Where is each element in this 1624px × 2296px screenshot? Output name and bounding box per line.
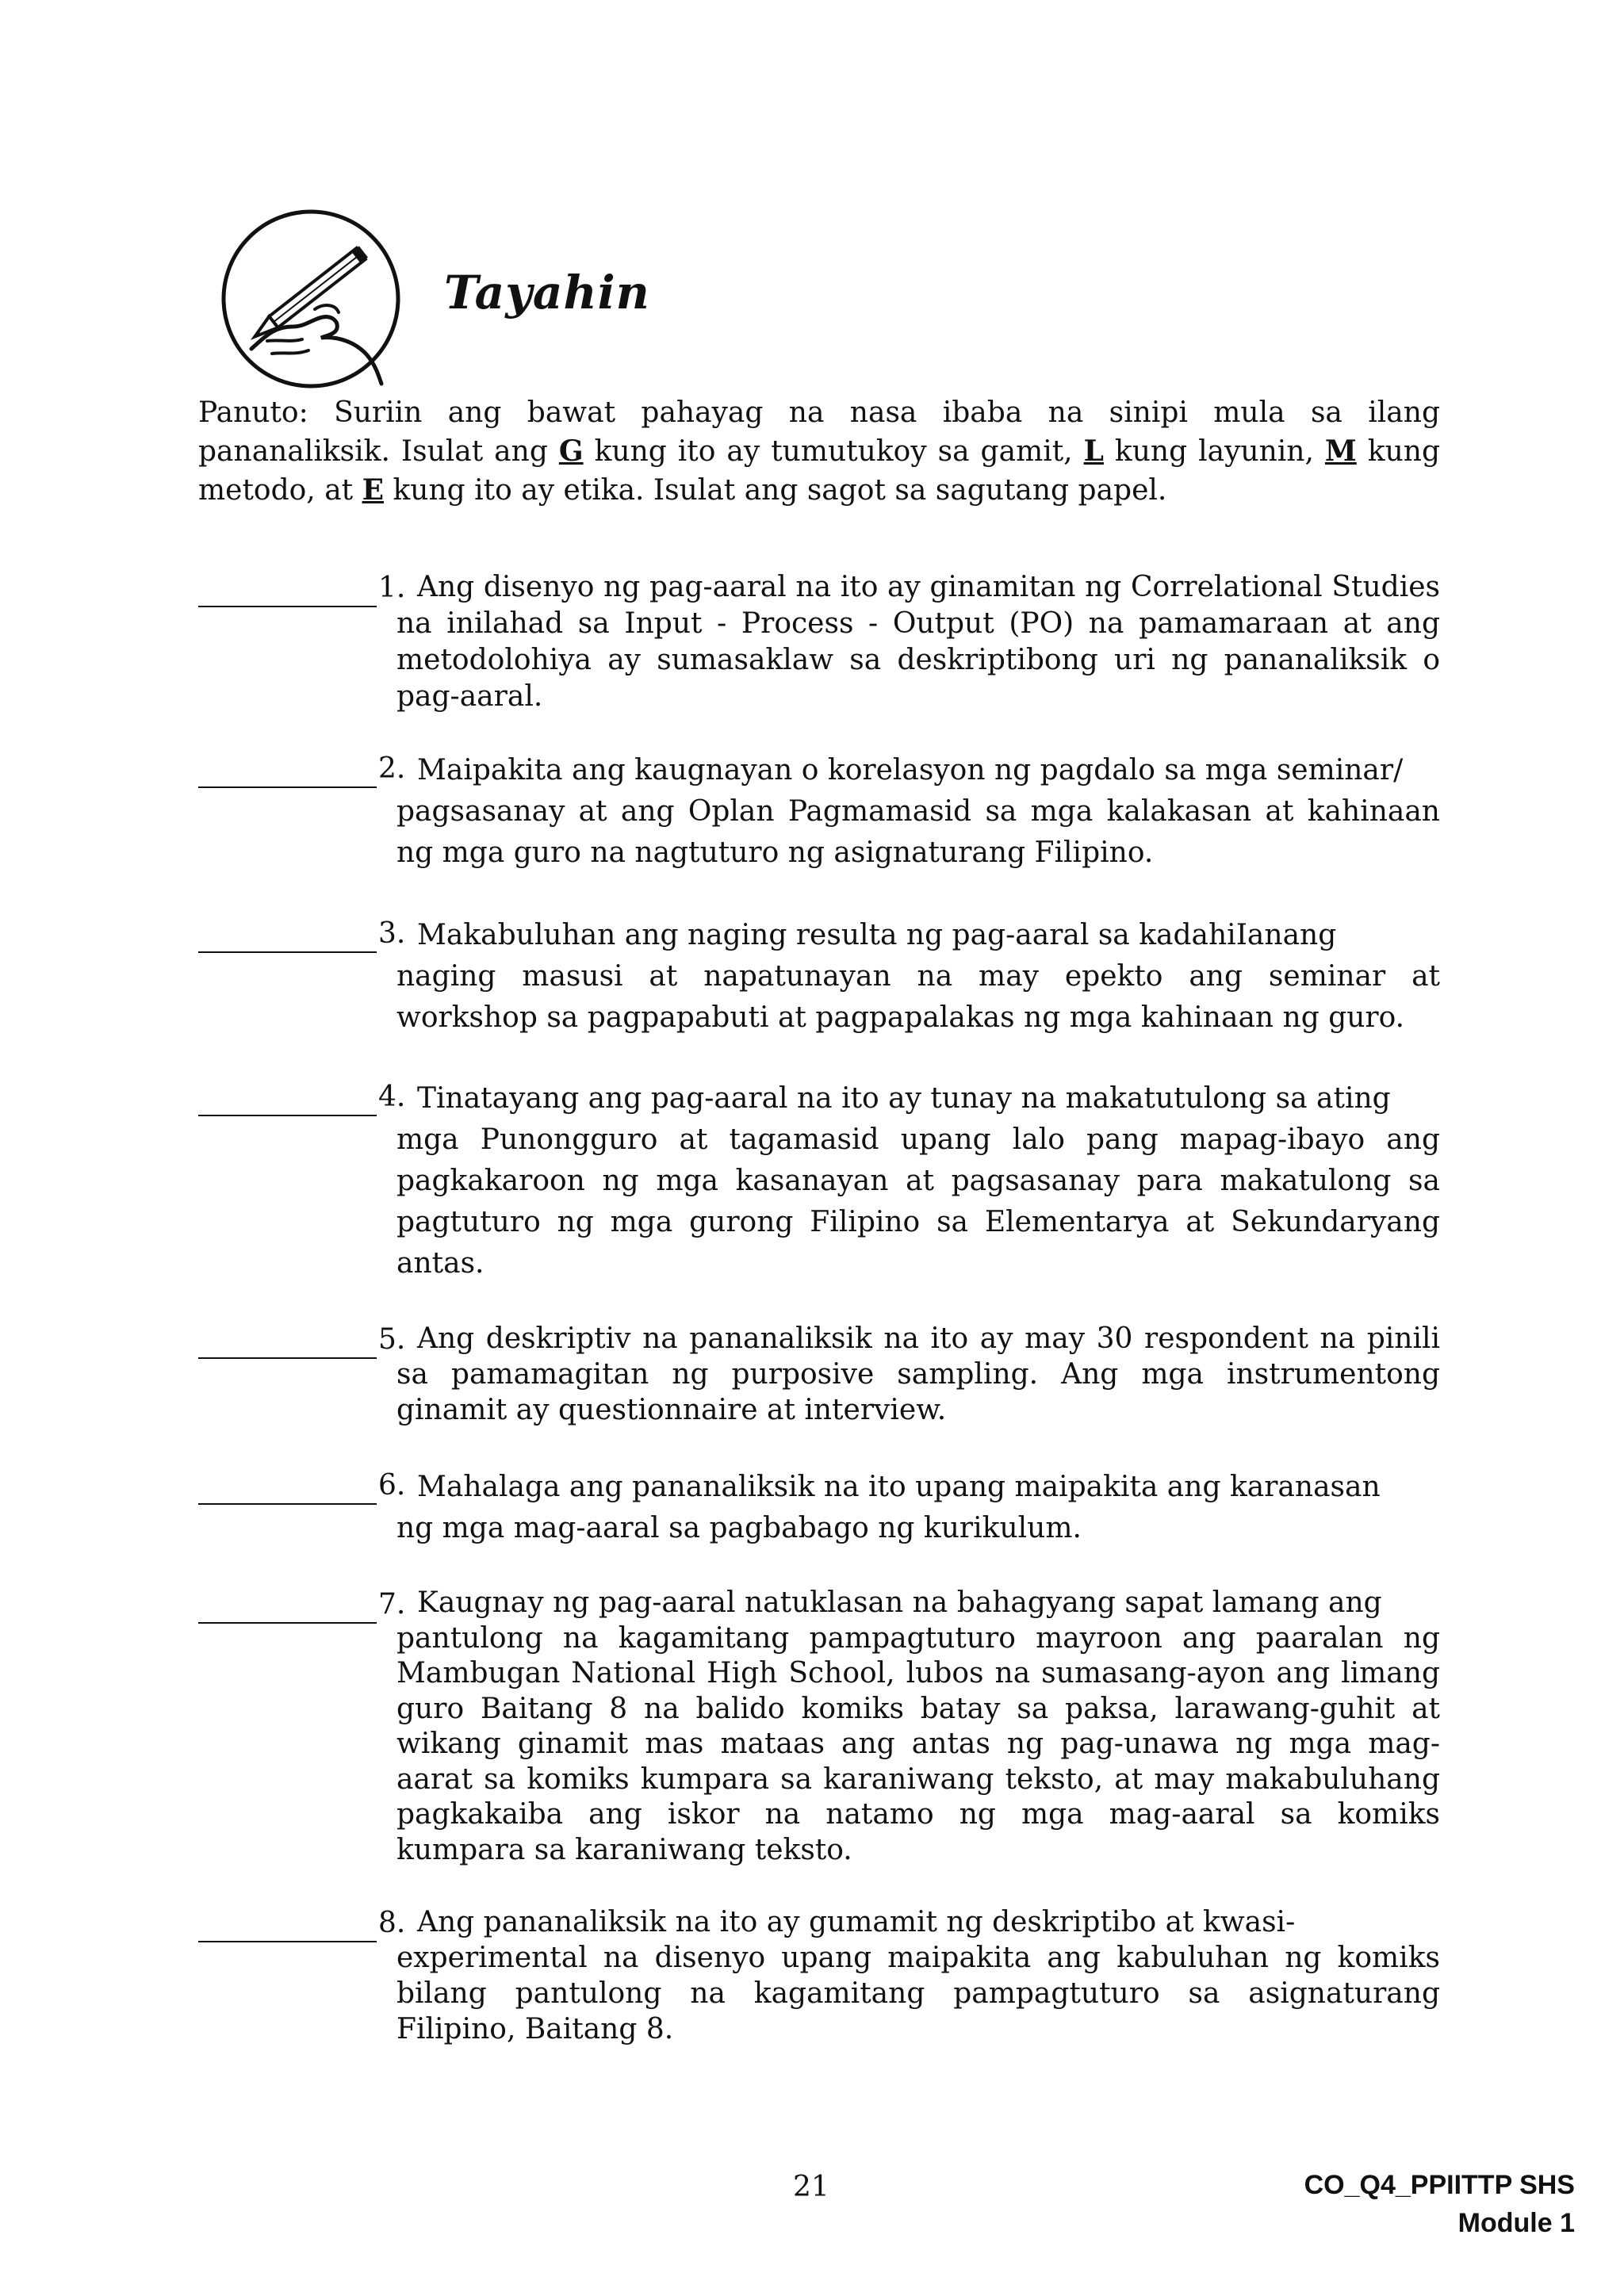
hand-writing-pencil-icon bbox=[220, 208, 402, 390]
answer-blank[interactable] bbox=[198, 750, 377, 788]
question-item-8 bbox=[198, 1904, 1440, 2047]
item-line: guro Baitang 8 na balido komiks batay sa paksa, larawang-guhit at bbox=[396, 1692, 1440, 1725]
item-number: 1. bbox=[378, 572, 406, 604]
item-line: sa pamamagitan ng purposive sampling. Ang mga instrumentong bbox=[396, 1358, 1440, 1391]
item-number: 3. bbox=[378, 917, 406, 950]
page-number: 21 bbox=[793, 2171, 829, 2203]
item-line: experimental na disenyo upang maipakita ang kabuluhan ng komiks bbox=[396, 1942, 1440, 1974]
item-line: Ang disenyo ng pag-aaral na ito ay ginamitan ng Correlational Studies bbox=[417, 571, 1440, 603]
question-item-5 bbox=[198, 1321, 1440, 1428]
item-line: Kaugnay ng pag-aaral natuklasan na bahagyang sapat lamang ang bbox=[417, 1586, 1382, 1619]
item-line: workshop sa pagpapabuti at pagpapalakas ng mga kahinaan ng guro. bbox=[396, 1001, 1405, 1034]
answer-blank[interactable] bbox=[198, 1586, 377, 1624]
item-line: naging masusi at napatunayan na may epekto ang seminar at bbox=[396, 960, 1440, 993]
item-line: pag-aaral. bbox=[396, 680, 543, 713]
answer-blank[interactable] bbox=[198, 569, 377, 607]
code-e: E bbox=[362, 473, 385, 507]
item-line: ng mga mag-aaral sa pagbabago ng kurikulum. bbox=[396, 1512, 1082, 1544]
question-item-1 bbox=[198, 569, 1440, 715]
answer-blank[interactable] bbox=[198, 915, 377, 953]
code-l: L bbox=[1083, 434, 1104, 468]
question-item-4 bbox=[198, 1078, 1440, 1284]
item-line: Makabuluhan ang naging resulta ng pag-aaral sa kadahiIanang bbox=[417, 919, 1337, 951]
question-item-7 bbox=[198, 1586, 1440, 1868]
module-code bbox=[1304, 2166, 1575, 2242]
item-number: 4. bbox=[378, 1081, 406, 1113]
item-line: metodolohiya ay sumasaklaw sa deskriptibong uri ng pananaliksik o bbox=[396, 644, 1440, 676]
answer-blank[interactable] bbox=[198, 1467, 377, 1505]
instructions-text: kung metodo, at bbox=[198, 435, 1440, 507]
item-line: pagsasanay at ang Oplan Pagmamasid sa mga kalakasan at kahinaan bbox=[396, 795, 1440, 828]
item-line: ginamit ay questionnaire at interview. bbox=[396, 1394, 947, 1426]
item-line: Tinatayang ang pag-aaral na ito ay tunay na makatutulong sa ating bbox=[417, 1082, 1391, 1115]
item-line: mga Punongguro at tagamasid upang lalo pang mapag-ibayo ang bbox=[396, 1123, 1440, 1156]
item-line: aarat sa komiks kumpara sa karaniwang teksto, at may makabuluhang bbox=[396, 1762, 1440, 1796]
item-line: na inilahad sa Input - Process - Output (PO) na pamamaraan at ang bbox=[396, 607, 1440, 640]
module-code-line: Module 1 bbox=[1457, 2208, 1575, 2238]
item-line: antas. bbox=[396, 1247, 485, 1280]
item-line: pantulong na kagamitang pampagtuturo mayroon ang paaralan ng bbox=[396, 1621, 1440, 1655]
item-line: Maipakita ang kaugnayan o korelasyon ng pagdalo sa mga seminar/ bbox=[417, 754, 1404, 786]
item-line: Mambugan National High School, lubos na sumasang-ayon ang limang bbox=[396, 1657, 1440, 1689]
item-line: ng mga guro na nagtuturo ng asignaturang Filipino. bbox=[396, 836, 1154, 869]
instructions bbox=[198, 394, 1440, 510]
item-line: pagkakaroon ng mga kasanayan at pagsasanay para makatulong sa bbox=[396, 1165, 1440, 1197]
item-line: pagtuturo ng mga gurong Filipino sa Elementarya at Sekundaryang bbox=[396, 1206, 1440, 1238]
item-number: 7. bbox=[378, 1588, 406, 1621]
item-line: Ang deskriptiv na pananaliksik na ito ay may 30 respondent na pinili bbox=[417, 1322, 1440, 1355]
item-number: 5. bbox=[378, 1323, 406, 1356]
code-m: M bbox=[1324, 434, 1357, 468]
item-line: kumpara sa karaniwang teksto. bbox=[396, 1833, 852, 1866]
answer-blank[interactable] bbox=[198, 1904, 377, 1942]
instructions-text: kung ito ay tumutukoy sa gamit, bbox=[583, 435, 1084, 468]
item-number: 6. bbox=[378, 1469, 406, 1502]
question-item-6 bbox=[198, 1467, 1440, 1549]
item-line: Filipino, Baitang 8. bbox=[396, 2013, 674, 2045]
code-g: G bbox=[558, 434, 584, 468]
item-number: 8. bbox=[378, 1907, 406, 1939]
question-item-3 bbox=[198, 915, 1440, 1039]
answer-blank[interactable] bbox=[198, 1321, 377, 1359]
module-code-line: CO_Q4_PPIITTP SHS bbox=[1304, 2170, 1575, 2200]
instructions-text: kung ito ay etika. Isulat ang sagot sa sagutang papel. bbox=[384, 474, 1167, 507]
item-line: pagkakaiba ang iskor na natamo ng mga mag-aaral sa komiks bbox=[396, 1798, 1440, 1831]
item-number: 2. bbox=[378, 752, 406, 785]
question-item-2 bbox=[198, 750, 1440, 874]
item-line: wikang ginamit mas mataas ang antas ng pag-unawa ng mga mag- bbox=[396, 1728, 1440, 1760]
item-line: Ang pananaliksik na ito ay gumamit ng deskriptibo at kwasi- bbox=[417, 1906, 1296, 1938]
answer-blank[interactable] bbox=[198, 1078, 377, 1116]
item-line: Mahalaga ang pananaliksik na ito upang maipakita ang karanasan bbox=[417, 1471, 1381, 1503]
instructions-text: Panuto: Suriin ang bawat pahayag na nasa ibaba na sinipi mula sa ilang pananaliksik. Isulat ang bbox=[198, 396, 1440, 468]
item-line: bilang pantulong na kagamitang pampagtuturo sa asignaturang bbox=[396, 1977, 1440, 2010]
instructions-text: kung layunin, bbox=[1103, 435, 1325, 468]
page-title: Tayahin bbox=[444, 266, 650, 320]
